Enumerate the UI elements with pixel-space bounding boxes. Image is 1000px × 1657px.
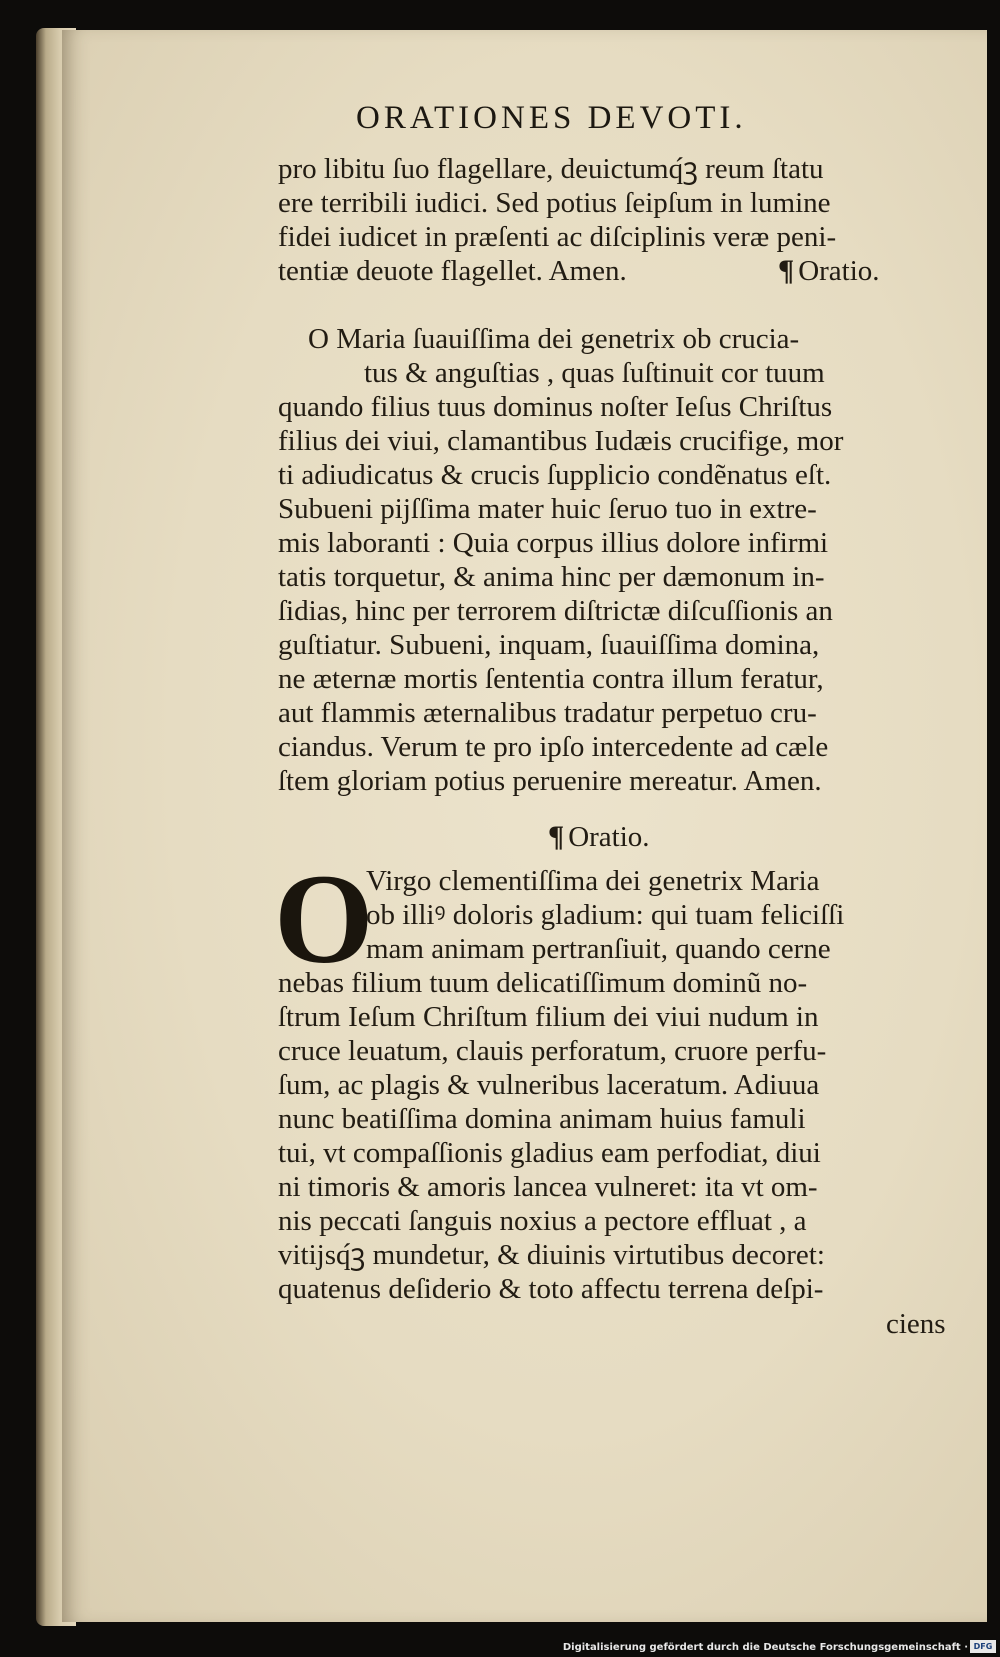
text-line: tatis torquetur, & anima hinc per dæmonum in-	[278, 561, 825, 593]
text-line: ciandus. Verum te pro ipſo intercedente ad cæle	[278, 731, 829, 763]
text-line: quatenus deſiderio & toto affectu terrena deſpi-	[278, 1273, 824, 1305]
text-line: ob illiꝰ doloris gladium: qui tuam feliciſſi	[366, 899, 845, 931]
text-line: O Maria ſuauiſſima dei genetrix ob crucia-	[308, 323, 800, 355]
rubric-oratio-1: ¶ Oratio.	[778, 254, 880, 287]
pilcrow-icon: ¶	[548, 820, 565, 853]
text-line: aut flammis æternalibus tradatur perpetuo cru-	[278, 697, 817, 729]
text-line: ſtrum Ieſum Chriſtum filium dei viui nudum in	[278, 1001, 819, 1033]
text-line: tui, vt compaſſionis gladius eam perfodiat, diui	[278, 1137, 821, 1169]
text-line: ere terribili iudici. Sed potius ſeipſum in lumine	[278, 187, 831, 219]
text-line: filius dei viui, clamantibus Iudæis crucifige, mor	[278, 425, 844, 457]
catchword: ciens	[886, 1308, 946, 1340]
rubric-oratio-2: ¶ Oratio.	[548, 820, 650, 853]
text-line: tentiæ deuote flagellet. Amen.	[278, 255, 627, 287]
text-line: ſum, ac plagis & vulneribus laceratum. Adiuua	[278, 1069, 820, 1101]
footer-credit: Digitalisierung gefördert durch die Deutsche Forschungsgemeinschaft ·	[562, 1642, 968, 1653]
text-line: cruce leuatum, clauis perforatum, cruore perfu-	[278, 1035, 827, 1067]
text-line: Virgo clementiſſima dei genetrix Maria	[366, 865, 820, 897]
text-line: ſtem gloriam potius peruenire mereatur. Amen.	[278, 765, 822, 797]
text-line: mam animam pertranſiuit, quando cerne	[366, 933, 831, 965]
text-line: mis laboranti : Quia corpus illius dolore infirmi	[278, 527, 829, 559]
text-line: fidei iudicet in præſenti ac diſciplinis veræ peni-	[278, 221, 837, 253]
text-line: ne æternæ mortis ſententia contra illum feratur,	[278, 663, 824, 695]
text-line: Subueni pijſſima mater huic ſeruo tuo in extre-	[278, 493, 817, 525]
dfg-logo: DFG	[970, 1640, 996, 1653]
text-line: vitijsq́ꝫ mundetur, & diuinis virtutibus decoret:	[278, 1239, 825, 1271]
text-line: quando filius tuus dominus noſter Ieſus Chriſtus	[278, 391, 833, 423]
running-head: ORATIONES DEVOTI.	[356, 100, 747, 136]
text-line: pro libitu ſuo flagellare, deuictumq́ꝫ reum ſtatu	[278, 153, 824, 185]
drop-cap-initial: O	[274, 848, 374, 990]
text-line: ſidias, hinc per terrorem diſtrictæ diſcuſſionis an	[278, 595, 833, 627]
text-line: tus & anguſtias , quas ſuſtinuit cor tuum	[364, 357, 825, 389]
text-line: nebas filium tuum delicatiſſimum dominũ no-	[278, 967, 808, 999]
text-line: nis peccati ſanguis noxius a pectore effluat , a	[278, 1205, 807, 1237]
text-line: ti adiudicatus & crucis ſupplicio condẽnatus eſt.	[278, 459, 832, 491]
text-line: ni timoris & amoris lancea vulneret: ita vt om-	[278, 1171, 818, 1203]
pilcrow-icon: ¶	[778, 254, 795, 287]
text-line: nunc beatiſſima domina animam huius famuli	[278, 1103, 806, 1135]
text-line: guſtiatur. Subueni, inquam, ſuauiſſima domina,	[278, 629, 820, 661]
